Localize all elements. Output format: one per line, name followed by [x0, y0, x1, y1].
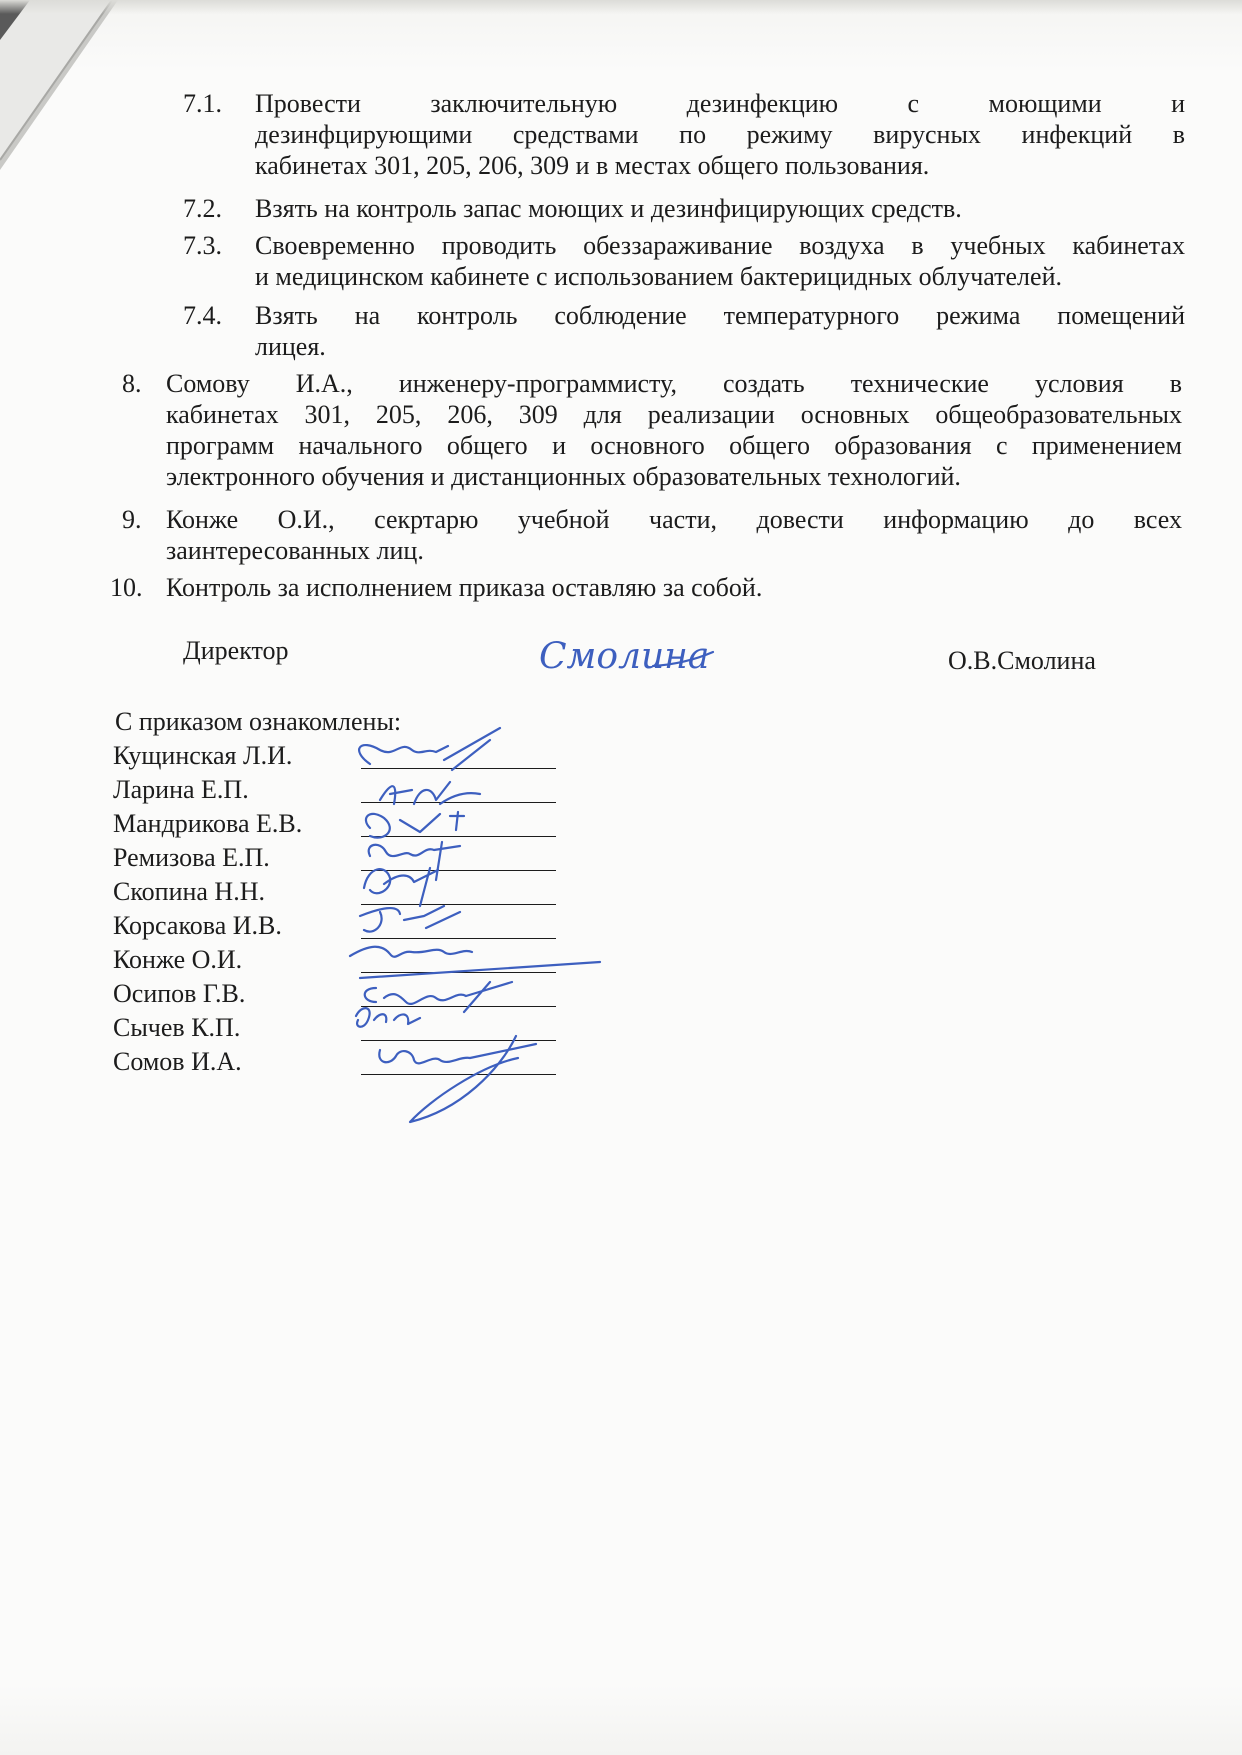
- item-7-4-line-1: Взять на контроль соблюдение температурного режима помещений: [255, 301, 1185, 330]
- item-7-1-line-2: дезинфцирующими средствами по режиму вирусных инфекций в: [255, 120, 1185, 149]
- ack-name: Осипов Г.В.: [113, 979, 246, 1008]
- director-title: Директор: [183, 636, 289, 665]
- ack-name: Сомов И.А.: [113, 1047, 242, 1076]
- ack-row: [113, 841, 302, 875]
- item-9-number: 9.: [122, 505, 142, 534]
- scan-top-edge: [0, 0, 1242, 14]
- signature-larina: [380, 782, 480, 804]
- director-signature: [535, 628, 735, 678]
- item-8-line-2: кабинетах 301, 205, 206, 309 для реализации основных общеобразовательных: [166, 400, 1182, 429]
- item-8-line-3: программ начального общего и основного общего образования с применением: [166, 431, 1182, 460]
- signature-korsakova: [360, 906, 460, 932]
- director-signature-text: Смолина: [539, 636, 710, 677]
- ack-name: Сычев К.П.: [113, 1013, 241, 1042]
- page-fold-corner: [0, 0, 130, 175]
- item-7-1-number: 7.1.: [183, 89, 222, 118]
- item-7-3-line-2: и медицинском кабинете с использованием бактерицидных облучателей.: [255, 262, 1062, 291]
- handwritten-signatures: [340, 720, 640, 1130]
- acknowledgment-list: [113, 739, 302, 1079]
- ack-row: [113, 875, 302, 909]
- item-7-1-line-1: Провести заключительную дезинфекцию с моющими и: [255, 89, 1185, 118]
- ack-name: Ремизова Е.П.: [113, 843, 270, 872]
- item-7-2-text: [255, 193, 1185, 224]
- item-7-3-number: 7.3.: [183, 231, 222, 260]
- item-7-2-number: 7.2.: [183, 194, 222, 223]
- ack-row: [113, 943, 302, 977]
- ack-name: Корсакова И.В.: [113, 911, 282, 940]
- item-9-text: [166, 504, 1182, 566]
- signature-kushchinskaya: [359, 728, 500, 770]
- ack-row: [113, 739, 302, 773]
- item-10-line-1: Контроль за исполнением приказа оставляю за собой.: [166, 573, 763, 602]
- item-7-4-text: [255, 300, 1185, 362]
- signature-mandrikova: [366, 812, 464, 838]
- ack-row: [113, 773, 302, 807]
- signature-skopina: [364, 868, 438, 906]
- ack-row: [113, 1011, 302, 1045]
- item-10-number: 10.: [110, 573, 143, 602]
- ack-name: Скопина Н.Н.: [113, 877, 265, 906]
- signature-somov: [379, 1036, 536, 1122]
- item-8-line-4: электронного обучения и дистанционных образовательных технологий.: [166, 462, 961, 491]
- item-7-3-text: [255, 230, 1185, 292]
- item-8-number: 8.: [122, 369, 142, 398]
- item-7-3-line-1: Своевременно проводить обеззараживание воздуха в учебных кабинетах: [255, 231, 1185, 260]
- signature-sychev: [356, 1008, 420, 1027]
- item-7-1-line-3: кабинетах 301, 205, 206, 309 и в местах общего пользования.: [255, 151, 930, 180]
- item-7-1-text: [255, 88, 1185, 181]
- item-9-line-1: Конже О.И., секртарю учебной части, довести информацию до всех: [166, 505, 1182, 534]
- item-9-line-2: заинтересованных лиц.: [166, 536, 424, 565]
- ack-name: Кущинская Л.И.: [113, 741, 293, 770]
- item-7-4-number: 7.4.: [183, 301, 222, 330]
- ack-row: [113, 909, 302, 943]
- signature-remizova: [369, 842, 460, 880]
- ack-name: Ларина Е.П.: [113, 775, 249, 804]
- signature-konzhe: [350, 947, 600, 978]
- director-name: О.В.Смолина: [948, 646, 1096, 675]
- acknowledgment-title: С приказом ознакомлены:: [115, 707, 402, 736]
- ack-row: [113, 977, 302, 1011]
- ack-row: [113, 1045, 302, 1079]
- item-7-4-line-2: лицея.: [255, 332, 326, 361]
- item-10-text: [166, 572, 1182, 603]
- ack-name: Мандрикова Е.В.: [113, 809, 303, 838]
- signature-osipov: [365, 982, 512, 1012]
- item-7-2-line-1: Взять на контроль запас моющих и дезинфицирующих средств.: [255, 194, 962, 223]
- ack-row: [113, 807, 302, 841]
- item-8-text: [166, 368, 1182, 492]
- item-8-line-1: Сомову И.А., инженеру-программисту, создать технические условия в: [166, 369, 1182, 398]
- ack-name: Конже О.И.: [113, 945, 243, 974]
